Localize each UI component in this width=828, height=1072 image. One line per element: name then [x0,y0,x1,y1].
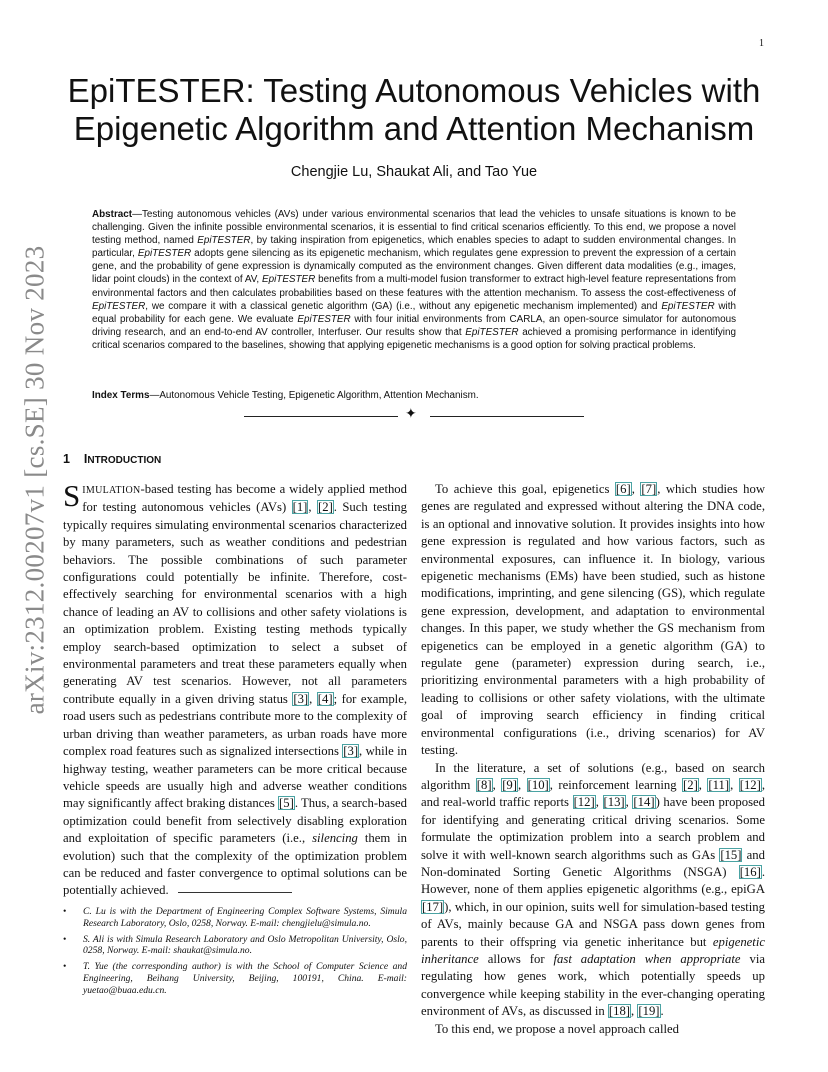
body-text: ) have been proposed for identifying and generating critical driving scenarios. Some formulate the optimization problem into a search problem and solve it with well-known search algorithms such as GAs [421,795,766,862]
body-text: , and real-world traffic reports [421,777,766,810]
body-text: ), which, in our opinion, suits well for simulation-based testing of AVs, mainly because GA and NSGA pass down genes from parents to their offspring via genetic inheritance but [421,899,765,949]
emphasis-text: fast adaptation when appropriate [553,951,741,966]
citation-link[interactable]: [18] [608,1004,631,1019]
citation-link[interactable]: [12] [739,777,761,792]
citation-link[interactable]: [7] [641,482,657,496]
method-name: EpiTESTER [262,274,316,286]
footnote-item [63,906,407,930]
bullet-icon: • [63,933,67,945]
intro-paragraph-4 [421,1021,765,1038]
method-name: EpiTESTER [197,235,251,247]
body-text: , [308,500,317,515]
body-text: , [309,691,317,706]
method-name: EpiTESTER [661,300,715,312]
left-column [63,478,408,900]
abstract-text: with four initial environments from CARLA, an open-source simulator for autonomous driving research, and an end-to-end AV controller, Interfuser. Our results show that [92,313,737,338]
emphasis-text: silencing [312,831,358,846]
body-text: , [631,1004,638,1019]
citation-link[interactable]: [13] [603,795,625,810]
bullet-icon: • [63,906,67,917]
body-text: . However, none of them applies epigenetic algorithms (e.g., epiGA [421,864,765,897]
separator-line-left [244,416,398,417]
body-text: To this end, we propose a novel approach called [435,1021,679,1036]
body-text: , [625,795,633,810]
section-number: 1 [63,452,70,466]
author-footnotes [63,906,407,1001]
body-text: , [595,795,603,810]
method-name: EpiTESTER [297,313,351,325]
citation-link[interactable]: [12] [573,795,595,810]
intro-paragraph-2 [421,481,765,760]
footnote-item [63,961,407,996]
page-number: 1 [759,38,764,49]
citation-link[interactable]: [17] [422,899,444,914]
citation-link[interactable]: [3] [293,691,309,706]
section-title-rest: NTRODUCTION [87,455,162,466]
method-name: EpiTESTER [137,248,192,260]
body-text: . Such testing typically requires simulating environmental scenarios characterized by many parameters, such as weather conditions and pedestrian behaviors. The possible combinations of such parameter configurations could potentially be infinite. Therefore, cost-effectively searching for environmental scenarios with a high chance of leading an AV to collisions and other safety violations is an optimization problem. Existing testing methods typically employ search-based optimization to select a subset of environmental parameters and treat these parameters equally when generating AV test scenarios. However, not all parameters contribute equally in a given driving status [63,500,407,706]
intro-paragraph-3 [421,760,765,1021]
section-heading-introduction [63,452,161,466]
footnote-text: S. Ali is with Simula Research Laboratory and Oslo Metropolitan University, Oslo, 0258, Norway. E-mail: shaukat@simula.no. [83,933,407,957]
drop-cap: S [63,478,81,513]
citation-link[interactable]: [16] [739,864,761,879]
method-name: EpiTESTER [465,326,519,338]
footnote-item [63,934,407,958]
abstract-text: adopts gene silencing as its epigenetic mechanism, which regulates gene expression to prevent the expression of a certain gene, and the probability of gene expression is dynamically computed as the environment changes. Given different data modalities (e.g., images, lidar point clouds) in the context of AV, [92,248,736,286]
body-text: , [518,777,527,792]
body-text: -based testing has become a widely applied method for testing autonomous vehicles (AVs) [82,482,407,515]
index-terms-label: Index Terms [92,390,150,401]
citation-link[interactable]: [11] [708,777,730,792]
body-text: ; for example, road users such as pedestrians contribute more to the complexity of urban driving than weather parameters, as urban roads have more complex road features such as signalized intersections [63,691,408,759]
citation-link[interactable]: [2] [683,777,698,792]
body-text: . Thus, a search-based optimization could benefit from selectively disabling exploration and exploitation of specific parameters (i.e., [63,796,407,846]
body-text: To achieve this goal, epigenetics [435,482,615,496]
citation-link[interactable]: [6] [615,482,631,496]
section-title-initial: I [83,452,88,466]
body-text: via regulating how genes work, which potentially speeds up convergence while keeping stability in the ever-changing operating environment of AVs, as discussed in [421,951,765,1019]
citation-link[interactable]: [8] [476,777,492,792]
separator-line-right [430,416,584,417]
body-text: In the literature, a set of solutions (e.g., based on search algorithm [421,760,765,792]
diamond-ornament-icon: ✦ [405,407,417,422]
body-text: , which studies how genes are regulated and expressed without altering the DNA code, is an optional and innovative solution. It provides insights into how gene expression is regulated and how various factors, such as environmental exposures, can influence it. In biology, various epigenetic mechanisms (EMs) have been studied, such as histone modifications, imprinting, and gene silencing (GS), which regulate gene expression, development, and adaptation to environmental changes. In this paper, we study whether the GS mechanism from epigenetics can be employed in a genetic algorithm (GA) to regulate gene (parameter) expression during search, i.e., prioritizing environmental parameters with a high probability of leading to collisions or other safety violations, with the ultimate goal of improving search efficiency in finding critical environmental configurations (i.e., driving scenarios) for AV testing. [421,482,765,758]
footnote-text: T. Yue (the corresponding author) is with the School of Computer Science and Engineering, Beihang University, Beijing, 100191, China. E-mail: yuetao@buaa.edu.cn. [83,961,407,996]
author-list: Chengjie Lu, Shaukat Ali, and Tao Yue [290,164,538,180]
arxiv-identifier-stamp[interactable]: arXiv:2312.00207v1 [cs.SE] 30 Nov 2023 [19,245,50,715]
paper-title [0,72,828,148]
paper-title-line-2: Epigenetic Algorithm and Attention Mechanism [73,110,755,147]
abstract [92,208,736,352]
body-text: , reinforcement learning [549,777,682,792]
citation-link[interactable]: [2] [318,500,333,515]
citation-link[interactable]: [5] [279,796,294,811]
abstract-label: Abstract [92,209,133,220]
body-text: , while in highway testing, weather parameters can be more critical because vehicle speeds are usually high and adverse weather conditions may significantly affect braking distances [63,744,407,811]
section-separator [244,408,584,424]
footnote-text: C. Lu is with the Department of Engineering Complex Software Systems, Simula Research Laboratory, Oslo, 0258, Norway. E-mail: chengjielu@simula.no. [83,906,407,929]
body-text: , [631,482,641,496]
paper-title-line-1: EpiTESTER: Testing Autonomous Vehicles with [67,72,761,109]
body-text: , [698,777,708,792]
citation-link[interactable]: [1] [292,500,308,515]
abstract-text: , we compare it with a classical genetic algorithm (GA) (i.e., without any epigenetic mechanism implemented) and [145,300,662,312]
body-text: , [492,777,502,792]
abstract-text: —Testing autonomous vehicles (AVs) under various environmental scenarios that lead the vehicles to unsafe situations is known to be challenging. Given the infinite possible environmental scenarios, it is essential to find critical scenarios efficiently. To this end, we propose a novel testing method, named [92,209,736,247]
bullet-icon: • [63,961,67,973]
method-name: EpiTESTER [92,300,146,312]
intro-paragraph-1 [63,478,408,900]
index-terms [92,389,736,402]
citation-link[interactable]: [15] [720,847,742,862]
abstract-text: , by taking inspiration from epigenetics, which enables species to adapt to sudden environmental changes. In particular, [92,235,736,260]
citation-link[interactable]: [3] [343,744,359,759]
body-text: , [730,777,739,792]
body-text: and Non-dominated Sorting Genetic Algorithms (NSGA) [421,847,765,879]
body-text: . [660,1004,664,1019]
abstract-text: with equal probability for each gene. We evaluate [92,300,736,325]
smallcaps-lead: IMULATION [82,485,141,496]
citation-link[interactable]: [10] [527,777,549,792]
abstract-text: achieved a promising performance in identifying critical scenarios compared to the baselines, showing that applying epigenetic mechanisms is a good option for solving practical problems. [92,326,736,351]
citation-link[interactable]: [4] [317,691,333,706]
citation-link[interactable]: [14] [633,795,655,810]
body-text: allows for [478,951,554,966]
emphasis-text: epigenetic inheritance [421,934,765,966]
abstract-text: benefits from a multi-model fusion transformer to extract high-level feature representations from environmental factors and then calculates probabilities based on these features with the attention mechanism. To assess the cost-effectiveness of [92,274,737,299]
body-text: them in evolution) such that the complexity of the optimization problem can be reduced and faster convergence to optimal solutions can be potentially achieved. [63,831,407,898]
citation-link[interactable]: [9] [502,777,517,792]
footnote-rule [178,892,292,893]
right-column [421,481,765,1038]
index-terms-text: —Autonomous Vehicle Testing, Epigenetic Algorithm, Attention Mechanism. [149,390,479,401]
citation-link[interactable]: [19] [638,1004,660,1019]
